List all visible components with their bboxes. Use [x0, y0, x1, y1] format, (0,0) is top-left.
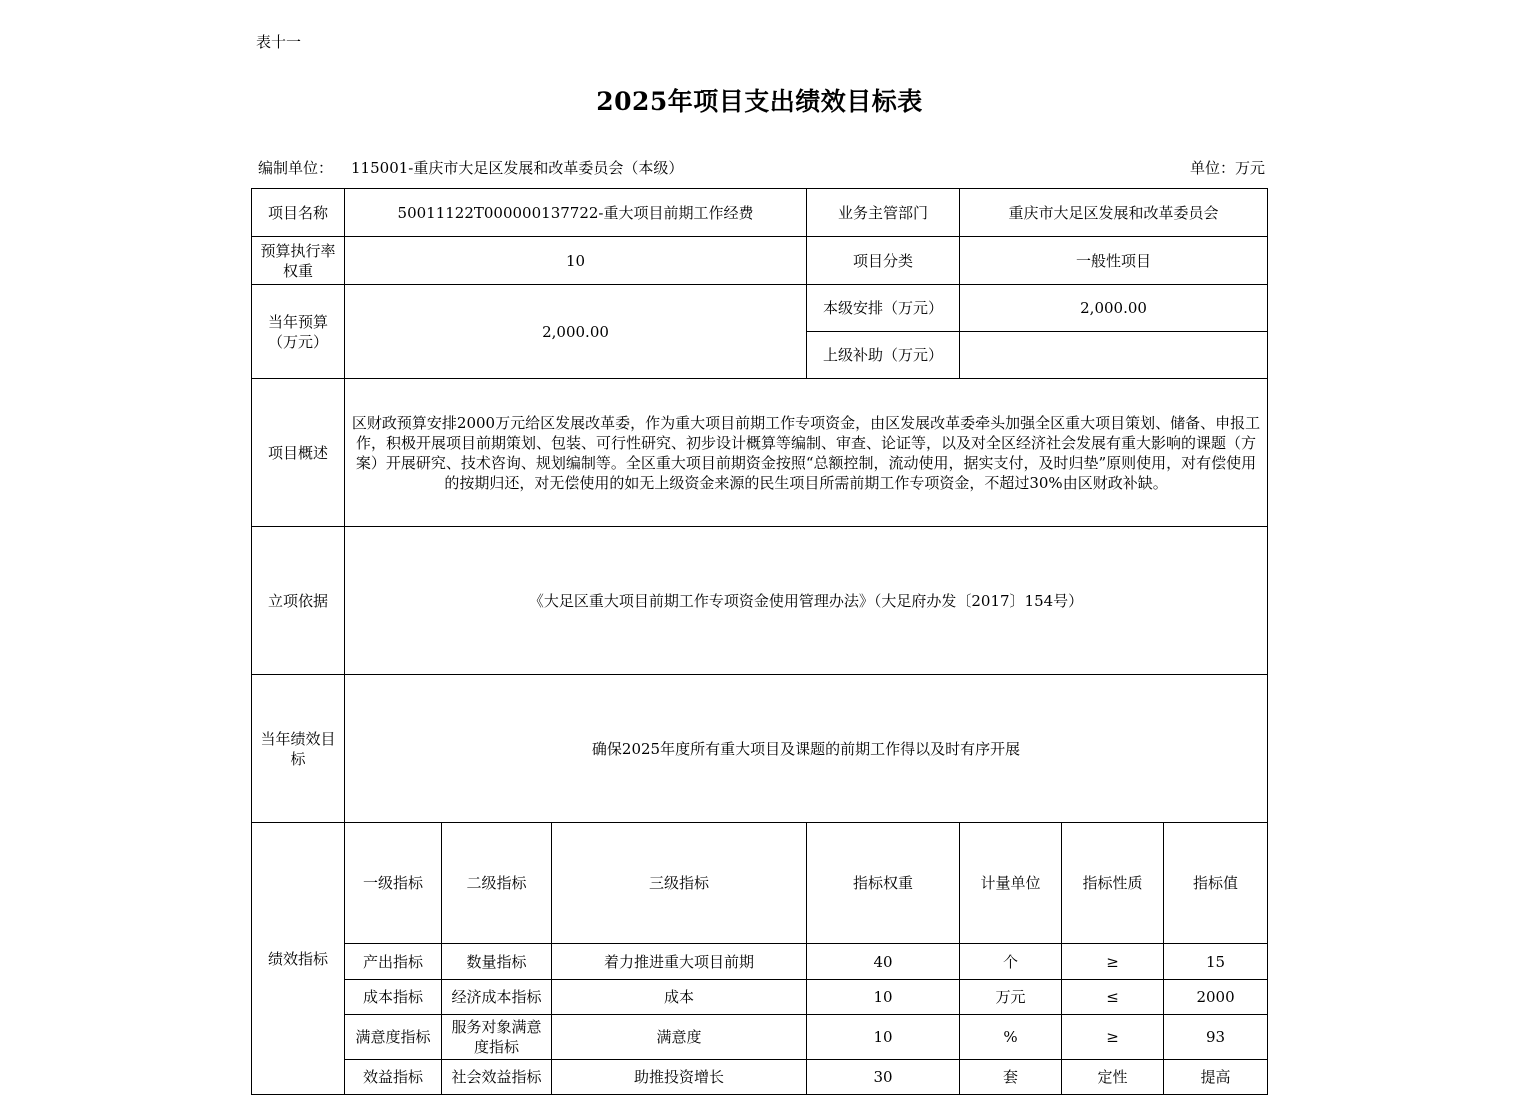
header-level2: 二级指标 — [442, 823, 552, 944]
header-level3: 三级指标 — [552, 823, 807, 944]
header-weight: 指标权重 — [807, 823, 960, 944]
goal-label: 当年绩效目标 — [252, 675, 345, 823]
budget-value: 2,000.00 — [345, 285, 807, 379]
compiling-unit-value: 115001-重庆市大足区发展和改革委员会（本级） — [351, 159, 684, 177]
overview-label: 项目概述 — [252, 379, 345, 527]
indicator-unit: 套 — [960, 1060, 1062, 1095]
indicator-level2: 经济成本指标 — [442, 980, 552, 1015]
indicator-header-row — [252, 823, 1268, 944]
indicator-unit: 个 — [960, 944, 1062, 980]
goal-row — [252, 675, 1268, 823]
header-value: 指标值 — [1164, 823, 1268, 944]
budget-label: 当年预算（万元） — [252, 285, 345, 379]
table-row — [252, 1015, 1268, 1060]
indicator-unit: % — [960, 1015, 1062, 1060]
indicator-value: 93 — [1164, 1015, 1268, 1060]
category-label: 项目分类 — [807, 237, 960, 285]
indicator-unit: 万元 — [960, 980, 1062, 1015]
page-title: 2025年项目支出绩效目标表 — [596, 87, 923, 116]
indicator-level3: 着力推进重大项目前期 — [552, 944, 807, 980]
indicator-level2: 数量指标 — [442, 944, 552, 980]
performance-target-table — [251, 188, 1268, 1095]
header-level1: 一级指标 — [345, 823, 442, 944]
basis-value: 《大足区重大项目前期工作专项资金使用管理办法》（大足府办发〔2017〕154号） — [345, 527, 1268, 675]
project-name-row — [252, 189, 1268, 237]
project-name-label: 项目名称 — [252, 189, 345, 237]
overview-value: 区财政预算安排2000万元给区发展改革委，作为重大项目前期工作专项资金，由区发展改革委牵头加强全区重大项目策划、储备、申报工作，积极开展项目前期策划、包装、可行性研究、初步设计概算等编制、审查、论证等，以及对全区经济社会发展有重大影响的课题（方案）开展研究、技术咨询、规划编制等。全区重大项目前期资金按照“总额控制，流动使用，据实支付，及时归垫”原则使用，对有偿使用的按期归还，对无偿使用的如无上级资金来源的民生项目所需前期工作专项资金，不超过30%由区财政补缺。 — [345, 379, 1268, 527]
currency-unit: 单位：万元 — [1189, 159, 1265, 177]
indicator-weight: 10 — [807, 980, 960, 1015]
overview-row — [252, 379, 1268, 527]
goal-value: 确保2025年度所有重大项目及课题的前期工作得以及时有序开展 — [345, 675, 1268, 823]
indicator-nature: ≥ — [1062, 1015, 1164, 1060]
table-row — [252, 944, 1268, 980]
local-budget-label: 本级安排（万元） — [807, 285, 960, 332]
indicator-level3: 成本 — [552, 980, 807, 1015]
indicator-level2: 社会效益指标 — [442, 1060, 552, 1095]
indicator-weight: 30 — [807, 1060, 960, 1095]
budget-row — [252, 285, 1268, 332]
compiling-unit-label: 编制单位： — [258, 159, 334, 177]
indicator-level1: 成本指标 — [345, 980, 442, 1015]
header-nature: 指标性质 — [1062, 823, 1164, 944]
indicators-label: 绩效指标 — [252, 823, 345, 1095]
indicator-level1: 效益指标 — [345, 1060, 442, 1095]
basis-row — [252, 527, 1268, 675]
exec-weight-value: 10 — [345, 237, 807, 285]
sheet-number: 表十一 — [256, 33, 302, 51]
indicator-level1: 满意度指标 — [345, 1015, 442, 1060]
indicator-level1: 产出指标 — [345, 944, 442, 980]
indicator-level2: 服务对象满意度指标 — [442, 1015, 552, 1060]
basis-label: 立项依据 — [252, 527, 345, 675]
indicator-value: 15 — [1164, 944, 1268, 980]
upper-subsidy-value — [960, 332, 1268, 379]
indicator-level3: 满意度 — [552, 1015, 807, 1060]
local-budget-value: 2,000.00 — [960, 285, 1268, 332]
project-name-value: 50011122T000000137722-重大项目前期工作经费 — [345, 189, 807, 237]
compiling-unit — [258, 157, 683, 178]
indicator-nature: 定性 — [1062, 1060, 1164, 1095]
indicator-value: 提高 — [1164, 1060, 1268, 1095]
indicator-nature: ≥ — [1062, 944, 1164, 980]
indicator-nature: ≤ — [1062, 980, 1164, 1015]
indicator-level3: 助推投资增长 — [552, 1060, 807, 1095]
table-row — [252, 1060, 1268, 1095]
exec-weight-row — [252, 237, 1268, 285]
header-unit: 计量单位 — [960, 823, 1062, 944]
dept-label: 业务主管部门 — [807, 189, 960, 237]
upper-subsidy-label: 上级补助（万元） — [807, 332, 960, 379]
indicator-value: 2000 — [1164, 980, 1268, 1015]
dept-value: 重庆市大足区发展和改革委员会 — [960, 189, 1268, 237]
exec-weight-label: 预算执行率权重 — [252, 237, 345, 285]
table-row — [252, 980, 1268, 1015]
indicator-weight: 40 — [807, 944, 960, 980]
category-value: 一般性项目 — [960, 237, 1268, 285]
indicator-weight: 10 — [807, 1015, 960, 1060]
